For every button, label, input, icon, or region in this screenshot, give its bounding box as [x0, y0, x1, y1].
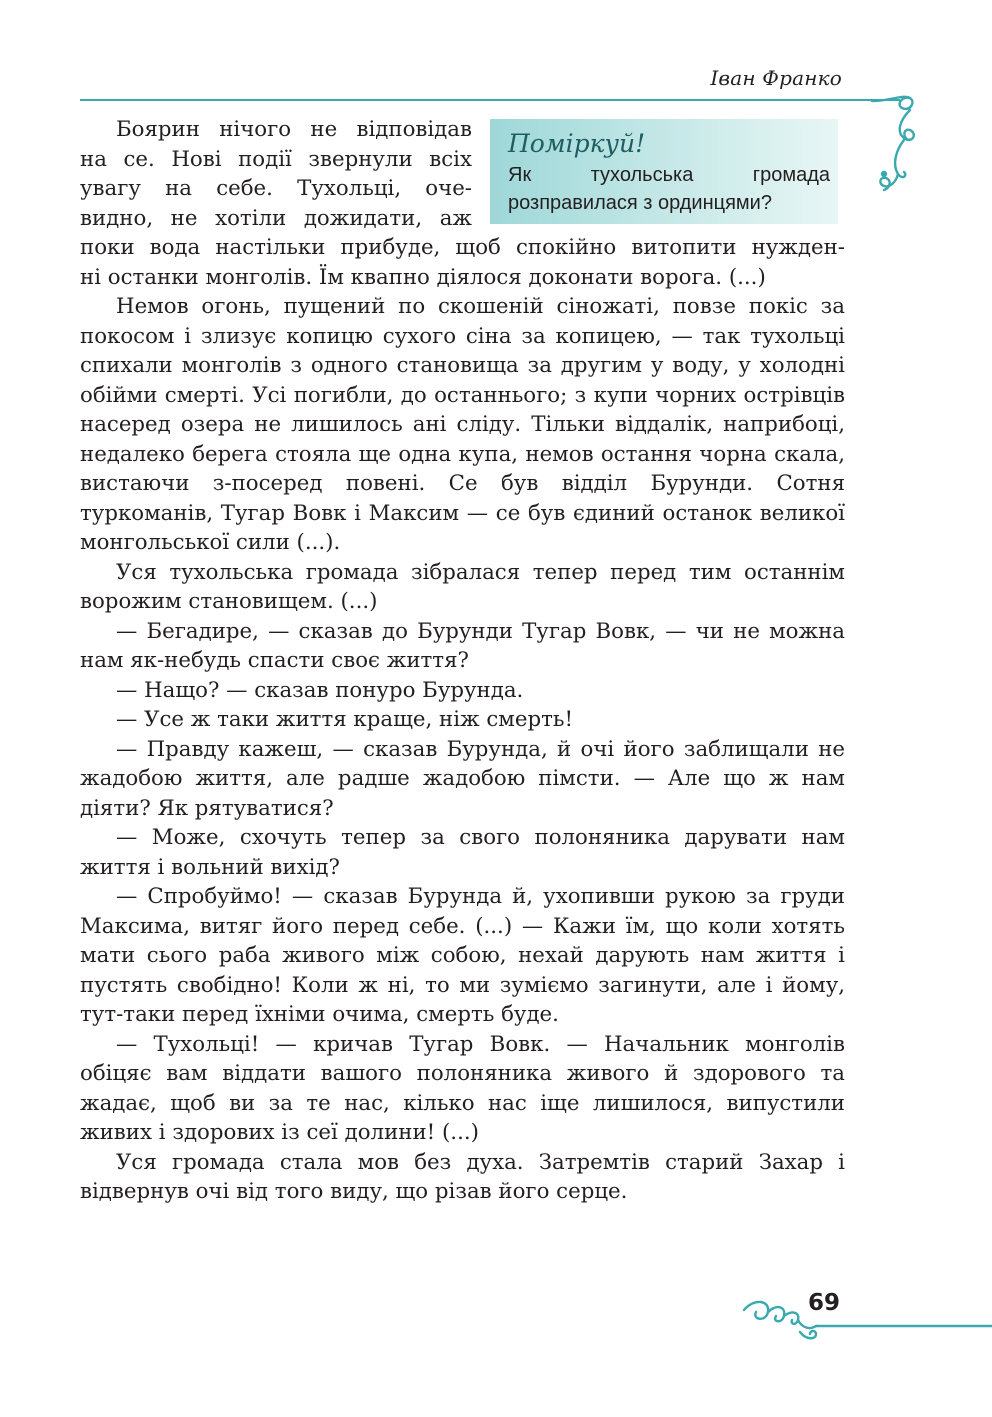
header-rule [80, 99, 900, 101]
decorative-swirl-icon [870, 90, 930, 200]
text-line: видно, не хотіли дожидати, аж [80, 205, 472, 231]
paragraph-1 [80, 115, 845, 292]
text-line: увагу на себе. Тухольці, оче- [80, 176, 472, 201]
paragraph-5: — Нащо? — сказав понуро Бурунда. [116, 677, 524, 703]
text-line: Боярин нічого не відповідав [116, 117, 472, 142]
text-line: на се. Нові події звернули всіх [80, 146, 472, 172]
paragraph-10: — Тухольці! — кричав Тугар Вовк. — Начальник монголів обіцяє вам віддати вашого полоняника живого й здорового та жадає, щоб ви за те нас, кілько нас іще лишилося, випустили живих і здорових із сеї долини! (...) [80, 1031, 845, 1145]
think-title: Поміркуй! [508, 129, 646, 158]
text-line: поки вода настільки прибуде, щоб спокійно витопити нужден- [80, 235, 845, 260]
main-text [80, 115, 845, 1207]
paragraph-11: Уся громада стала мов без духа. Затремтів старий Захар і відвернув очі від того виду, що різав його серце. [80, 1149, 845, 1204]
decorative-swirl-icon [740, 1290, 992, 1350]
running-header: Іван Франко [710, 66, 842, 90]
paragraph-3: Уся тухольська громада зібралася тепер перед тим останнім ворожим становищем. (...) [80, 559, 845, 614]
paragraph-8: — Може, схочуть тепер за свого полоняника дарувати нам життя і вольний вихід? [80, 825, 845, 880]
paragraph-7: — Правду кажеш, — сказав Бурунда, й очі його заблищали не жадобою життя, але радше жадобою пімсти. — Але що ж нам діяти? Як рятуватися? [80, 736, 845, 821]
paragraph-2: Немов огонь, пущений по скошеній сіножаті, повзе покіс за покосом і злизує копицю сухого сіна за копицею, — так тухольці спихали монголів з одного становища за другим у воду, у холодні обійми смерті. Усі погибли, до останнього; з купи чорних острівців насеред озера не лишилось ані сліду. Тільки віддалік, наприбоці, недалеко берега стояла ще одна купа, немов остання чорна скала, вистаючи з-посеред повені. Се був відділ Бурунди. Сотня туркоманів, Тугар Вовк і Максим — се був єдиний останок великої монгольської сили (...). [80, 294, 845, 555]
think-question: Як тухольська громада розправилася з ординцями? [508, 164, 830, 214]
paragraph-9: — Спробуймо! — сказав Бурунда й, ухопивши рукою за груди Максима, витяг його перед себе. (...) — Кажи їм, що коли хотять мати сього раба живого між собою, нехай дарують нам життя і пустять свобідно! Коли ж ні, то ми зуміємо загинути, але і йому, тут-таки перед їхніми очима, смерть буде. [80, 884, 845, 1027]
paragraph-6: — Усе ж таки життя краще, ніж смерть! [116, 707, 574, 732]
page-number: 69 [808, 1290, 841, 1316]
paragraph-4: — Бегадире, — сказав до Бурунди Тугар Вовк, — чи не можна нам як-небудь спасти своє життя? [80, 618, 845, 673]
text-line: ні останки монголів. Їм квапно діялося доконати ворога. (...) [80, 264, 766, 290]
